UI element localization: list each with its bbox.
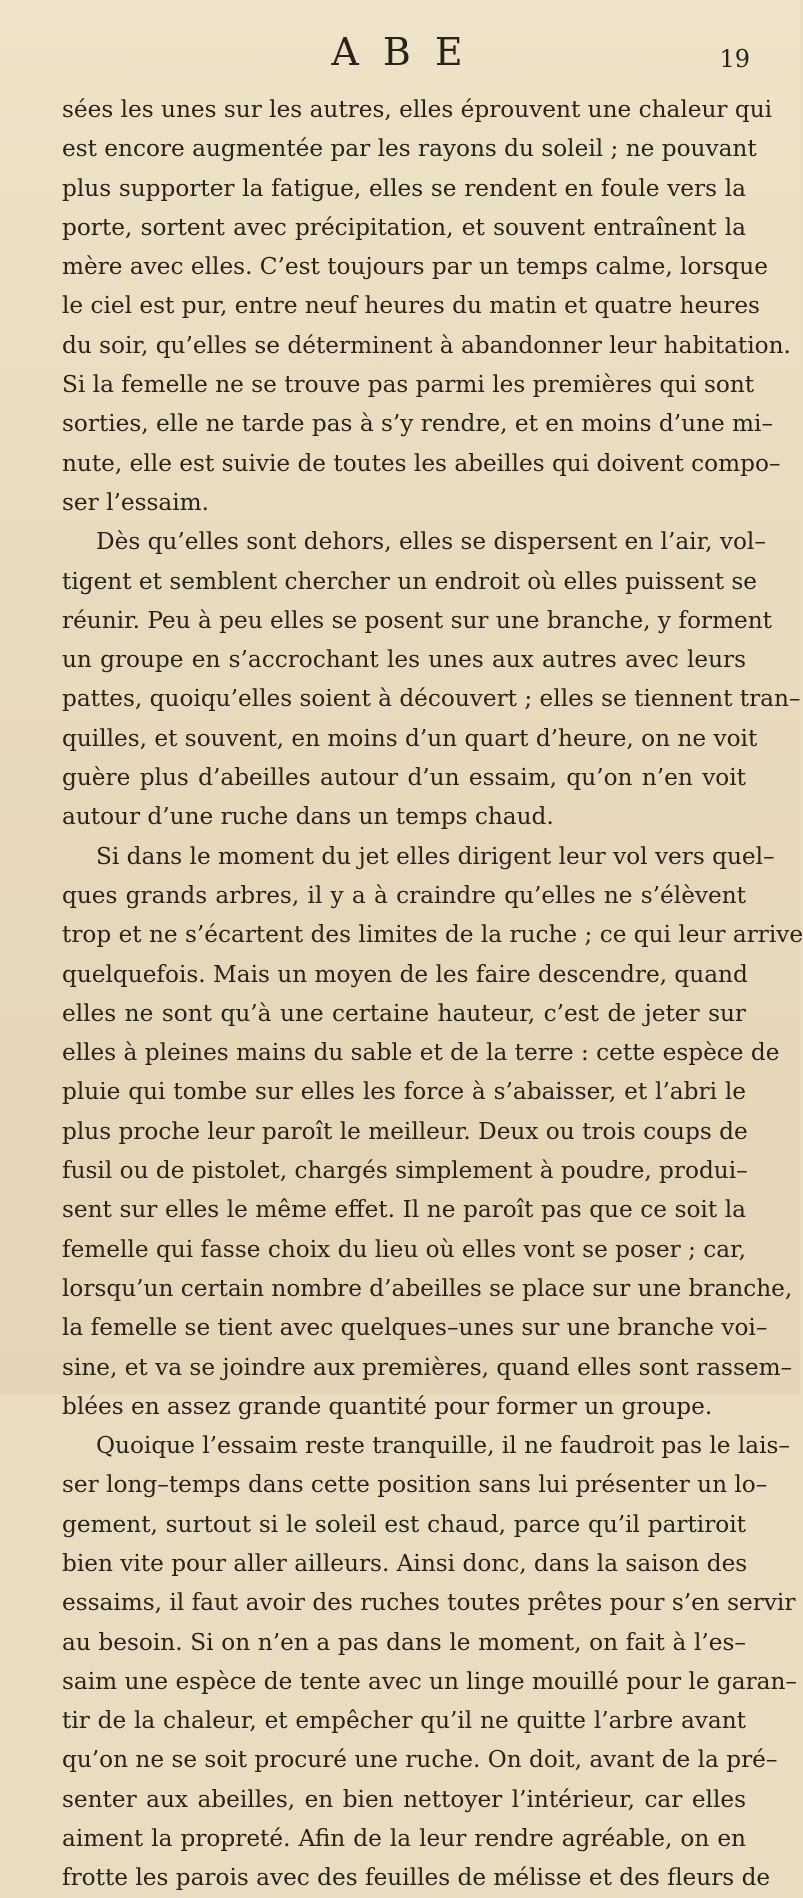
- text-line: tigent et semblent chercher un endroit où elles puissent se: [62, 567, 758, 595]
- text-line: fusil ou de pistolet, chargés simplement à poudre, produi–: [62, 1157, 748, 1185]
- text-line: mère avec elles. C’est toujours par un temps calme, lorsque: [62, 253, 768, 281]
- text-line: elles ne sont qu’à une certaine hauteur, c’est de jeter sur: [62, 999, 746, 1027]
- text-line: plus proche leur paroît le meilleur. Deux ou trois coups de: [62, 1117, 748, 1145]
- text-line: sine, et va se joindre aux premières, quand elles sont rassem–: [62, 1353, 793, 1381]
- page-number: 19: [719, 45, 750, 73]
- text-line: autour d’une ruche dans un temps chaud.: [62, 803, 554, 831]
- text-line: un groupe en s’accrochant les unes aux autres avec leurs: [62, 646, 746, 674]
- text-line: Si dans le moment du jet elles dirigent leur vol vers quel–: [96, 842, 775, 870]
- text-line: réunir. Peu à peu elles se posent sur une branche, y forment: [62, 606, 772, 634]
- text-line: le ciel est pur, entre neuf heures du matin et quatre heures: [62, 292, 760, 320]
- text-line: bien vite pour aller ailleurs. Ainsi donc, dans la saison des: [62, 1549, 748, 1577]
- text-line: trop et ne s’écartent des limites de la ruche ; ce qui leur arrive: [62, 921, 803, 949]
- text-line: essaims, il faut avoir des ruches toutes prêtes pour s’en servir: [62, 1589, 796, 1617]
- paragraph: [62, 837, 803, 1426]
- text-line: Quoique l’essaim reste tranquille, il ne faudroit pas le lais–: [96, 1432, 791, 1460]
- text-line: frotte les parois avec des feuilles de mélisse et des fleurs de: [62, 1864, 771, 1892]
- text-line: femelle qui fasse choix du lieu où elles vont se poser ; car,: [62, 1235, 746, 1263]
- text-line: tir de la chaleur, et empêcher qu’il ne quitte l’arbre avant: [62, 1707, 746, 1735]
- text-line: quilles, et souvent, en moins d’un quart d’heure, on ne voit: [62, 724, 758, 752]
- text-line: sent sur elles le même effet. Il ne paroît pas que ce soit la: [62, 1196, 746, 1224]
- text-line: elles à pleines mains du sable et de la terre : cette espèce de: [62, 1039, 780, 1067]
- text-line: qu’on ne se soit procuré une ruche. On doit, avant de la pré–: [62, 1746, 778, 1774]
- text-line: porte, sortent avec précipitation, et souvent entraînent la: [62, 213, 746, 241]
- text-line: sées les unes sur les autres, elles éprouvent une chaleur qui: [62, 96, 773, 123]
- text-line: aiment la propreté. Afin de la leur rendre agréable, on en: [62, 1825, 746, 1853]
- text-line: gement, surtout si le soleil est chaud, parce qu’il partiroit: [62, 1510, 746, 1538]
- text-line: lorsqu’un certain nombre d’abeilles se place sur une branche,: [62, 1274, 793, 1302]
- running-head: [60, 30, 750, 74]
- paragraph: [62, 90, 791, 522]
- text-line: pattes, quoiqu’elles soient à découvert ; elles se tiennent tran–: [62, 685, 801, 713]
- running-title: A B E: [331, 30, 469, 74]
- text-line: blées en assez grande quantité pour former un groupe.: [62, 1392, 713, 1420]
- text-line: du soir, qu’elles se déterminent à abandonner leur habitation.: [62, 331, 791, 359]
- text-line: quelquefois. Mais un moyen de les faire descendre, quand: [62, 960, 748, 988]
- paragraph: [62, 1426, 798, 1898]
- text-line: sorties, elle ne tarde pas à s’y rendre, et en moins d’une mi–: [62, 410, 774, 438]
- text-line: Dès qu’elles sont dehors, elles se dispersent en l’air, vol–: [96, 528, 766, 556]
- text-line: ser l’essaim.: [62, 488, 209, 516]
- text-line: ser long–temps dans cette position sans lui présenter un lo–: [62, 1471, 768, 1499]
- body-text: [62, 90, 803, 1898]
- text-line: pluie qui tombe sur elles les force à s’abaisser, et l’abri le: [62, 1078, 746, 1106]
- text-line: la femelle se tient avec quelques–unes sur une branche voi–: [62, 1314, 768, 1342]
- text-line: saim une espèce de tente avec un linge mouillé pour le garan–: [62, 1667, 798, 1695]
- text-line: Si la femelle ne se trouve pas parmi les premières qui sont: [62, 371, 755, 399]
- text-line: est encore augmentée par les rayons du soleil ; ne pouvant: [62, 135, 757, 163]
- text-line: senter aux abeilles, en bien nettoyer l’intérieur, car elles: [62, 1785, 746, 1813]
- text-line: guère plus d’abeilles autour d’un essaim, qu’on n’en voit: [62, 764, 746, 792]
- text-line: ques grands arbres, il y a à craindre qu’elles ne s’élèvent: [62, 881, 746, 909]
- text-line: plus supporter la fatigue, elles se rendent en foule vers la: [62, 174, 746, 202]
- paragraph: [62, 522, 801, 836]
- text-line: nute, elle est suivie de toutes les abeilles qui doivent compo–: [62, 449, 781, 477]
- text-line: au besoin. Si on n’en a pas dans le moment, on fait à l’es–: [62, 1628, 746, 1656]
